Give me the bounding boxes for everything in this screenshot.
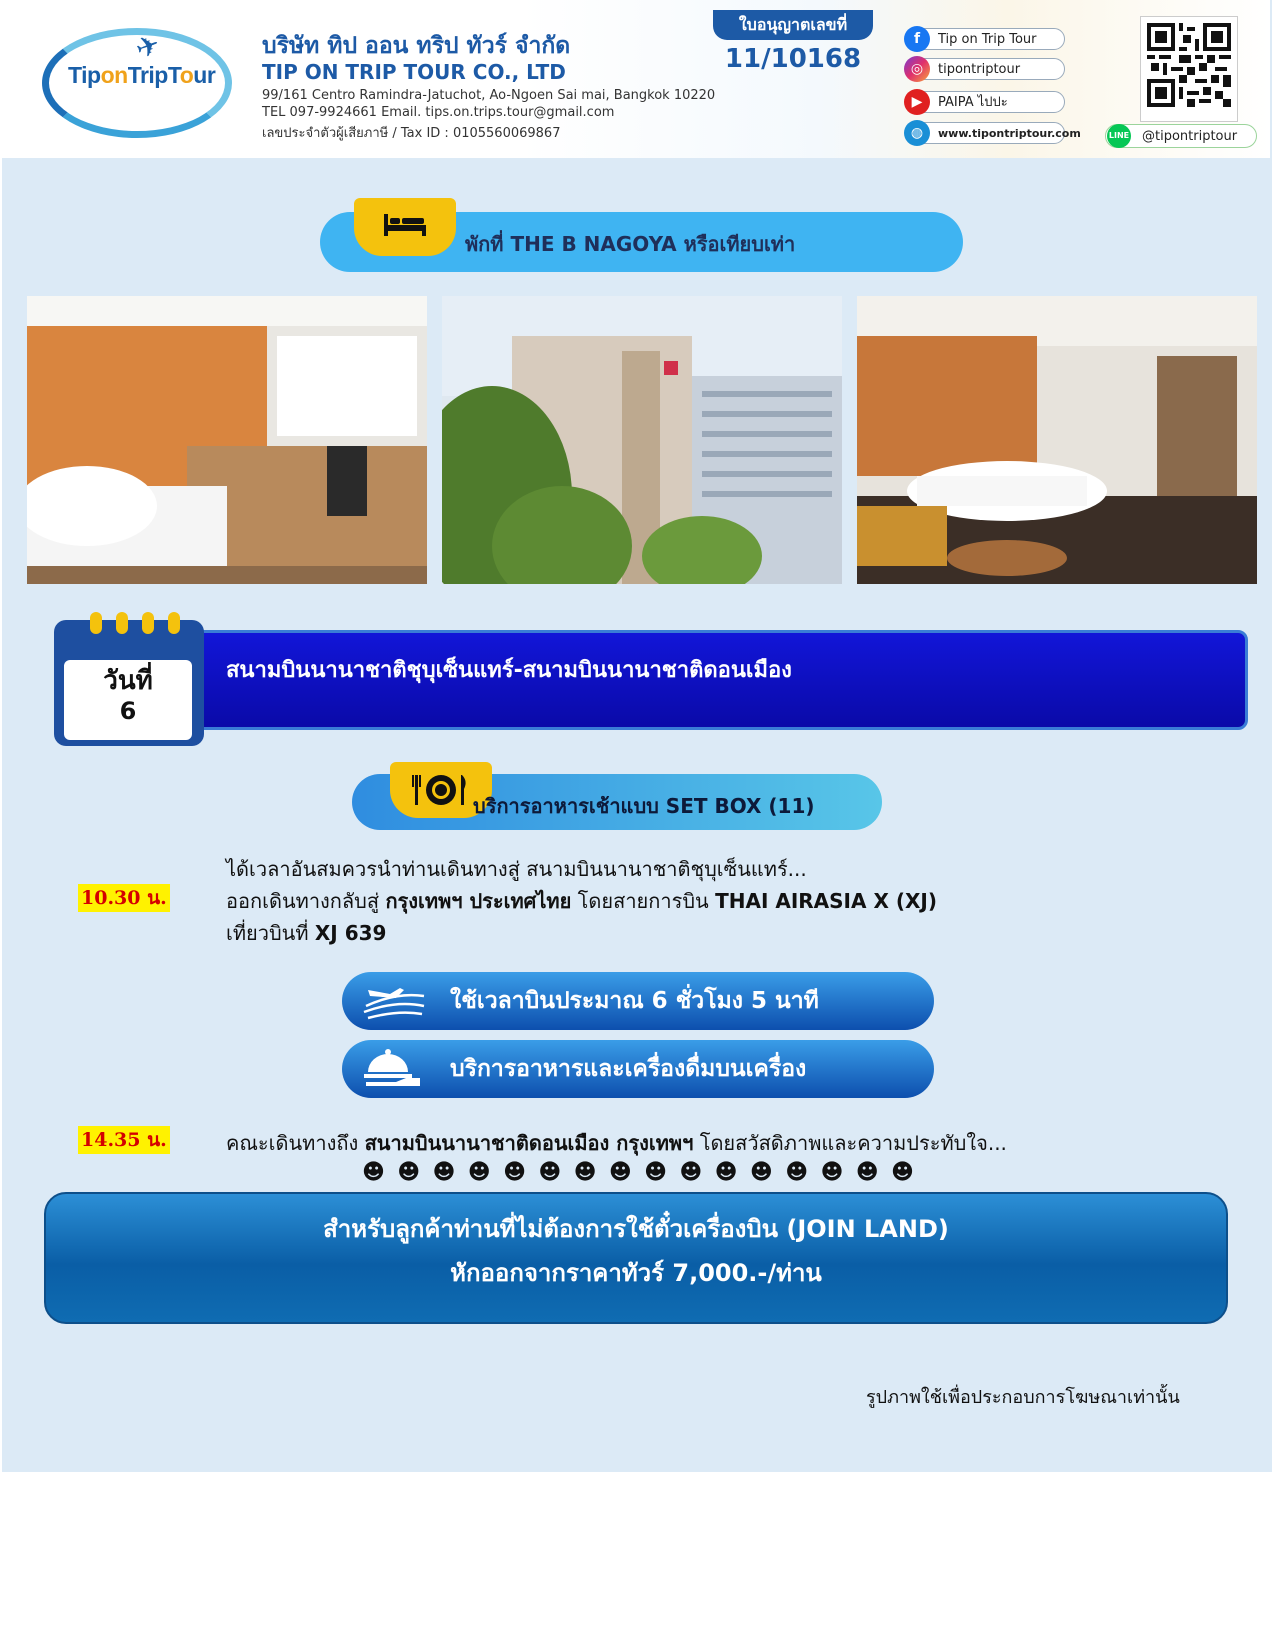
smiley-icon: ☻ (432, 1160, 456, 1185)
license-label: ใบอนุญาตเลขที่ (713, 10, 873, 40)
smiley-icon: ☻ (397, 1160, 421, 1185)
day-number: 6 (119, 697, 137, 725)
youtube-icon: ▶ (904, 89, 930, 115)
flight-duration-banner (342, 972, 934, 1030)
image-disclaimer: รูปภาพใช้เพื่อประกอบการโฆษณาเท่านั้น (866, 1387, 1180, 1408)
line-label: @tipontriptour (1142, 129, 1238, 144)
header (0, 0, 1270, 158)
line-link[interactable] (1105, 124, 1257, 148)
flight-duration-label: ใช้เวลาบินประมาณ 6 ชั่วโมง 5 นาที (450, 988, 819, 1014)
hotel-room-photo-2 (857, 296, 1257, 584)
website-link[interactable] (905, 122, 1081, 144)
instagram-link[interactable] (905, 58, 1065, 80)
food-cloche-icon (362, 1048, 426, 1090)
airplane-icon (362, 980, 426, 1022)
smiley-icon: ☻ (362, 1160, 385, 1185)
plate-cutlery-icon (412, 772, 470, 808)
calendar-ring (168, 612, 180, 634)
calendar-icon (54, 620, 204, 746)
youtube-link[interactable] (905, 91, 1065, 113)
smiley-icon: ☻ (608, 1160, 632, 1185)
instagram-icon: ◎ (904, 56, 930, 82)
website-label: www.tipontriptour.com (938, 127, 1081, 140)
globe-icon: ◍ (904, 120, 930, 146)
itinerary-text: ออกเดินทางกลับสู่ กรุงเทพฯ ประเทศไทย โดยสายการบิน THAI AIRASIA X (XJ) (226, 889, 937, 913)
smiley-icon: ☻ (714, 1160, 738, 1185)
youtube-label: PAIPA ไปปะ (938, 95, 1008, 110)
smiley-divider (362, 1160, 914, 1185)
instagram-label: tipontriptour (938, 62, 1021, 77)
smiley-icon: ☻ (820, 1160, 844, 1185)
hotel-label: พักที่ THE B NAGOYA หรือเทียบเท่า (465, 232, 796, 256)
day-title: สนามบินนานาชาติชุบุเซ็นแทร์-สนามบินนานาชาติดอนเมือง (226, 658, 792, 683)
time-badge: 10.30 น. (78, 884, 170, 912)
logo: TiponTripTour (68, 62, 216, 88)
smiley-icon: ☻ (573, 1160, 597, 1185)
hotel-badge (354, 198, 456, 256)
time-badge: 14.35 น. (78, 1126, 170, 1154)
onboard-meal-banner (342, 1040, 934, 1098)
itinerary-text: ได้เวลาอันสมควรนำท่านเดินทางสู่ สนามบินนานาชาติชุบุเซ็นแทร์... (226, 857, 807, 881)
itinerary-text: เที่ยวบินที่ XJ 639 (226, 921, 387, 945)
company-contact: TEL 097-9924661 Email. tips.on.trips.tour@gmail.com (262, 105, 615, 120)
company-tax-id: เลขประจำตัวผู้เสียภาษี / Tax ID : 0105560069867 (262, 126, 561, 141)
calendar-ring (142, 612, 154, 634)
calendar-ring (90, 612, 102, 634)
breakfast-label: บริการอาหารเช้าแบบ SET BOX (11) (473, 794, 815, 818)
smiley-icon: ☻ (785, 1160, 809, 1185)
smiley-icon: ☻ (538, 1160, 562, 1185)
join-land-title: สำหรับลูกค้าท่านที่ไม่ต้องการใช้ตั๋วเครื่องบิน (JOIN LAND) (323, 1215, 949, 1243)
onboard-meal-label: บริการอาหารและเครื่องดื่มบนเครื่อง (450, 1056, 807, 1082)
smiley-icon: ☻ (890, 1160, 914, 1185)
itinerary-text: คณะเดินทางถึง สนามบินนานาชาติดอนเมือง กรุงเทพฯ โดยสวัสดิภาพและความประทับใจ... (226, 1131, 1007, 1155)
join-land-notice (44, 1192, 1228, 1324)
smiley-icon: ☻ (503, 1160, 526, 1185)
facebook-link[interactable] (905, 28, 1065, 50)
bed-icon (382, 212, 428, 238)
calendar-page (64, 660, 192, 740)
license-number: 11/10168 (724, 44, 862, 74)
smiley-icon: ☻ (644, 1160, 668, 1185)
hotel-room-photo-1 (27, 296, 427, 584)
smiley-icon: ☻ (749, 1160, 773, 1185)
company-name-english: TIP ON TRIP TOUR CO., LTD (262, 60, 566, 84)
facebook-icon: f (904, 26, 930, 52)
line-icon: LINE (1107, 124, 1131, 148)
day-word: วันที่ (103, 666, 153, 696)
smiley-icon: ☻ (467, 1160, 491, 1185)
facebook-label: Tip on Trip Tour (938, 32, 1037, 47)
company-address: 99/161 Centro Ramindra-Jatuchot, Ao-Ngoen Sai mai, Bangkok 10220 (262, 88, 716, 103)
smiley-icon: ☻ (855, 1160, 879, 1185)
join-land-discount: หักออกจากราคาทัวร์ 7,000.-/ท่าน (450, 1259, 822, 1287)
logo-plane-icon: ✈ (131, 26, 165, 67)
qr-code (1140, 16, 1238, 122)
smiley-icon: ☻ (679, 1160, 703, 1185)
qr-code-icon (1147, 23, 1231, 107)
hotel-building-photo (442, 296, 842, 584)
calendar-ring (116, 612, 128, 634)
company-name-thai: บริษัท ทิป ออน ทริป ทัวร์ จำกัด (262, 33, 571, 59)
